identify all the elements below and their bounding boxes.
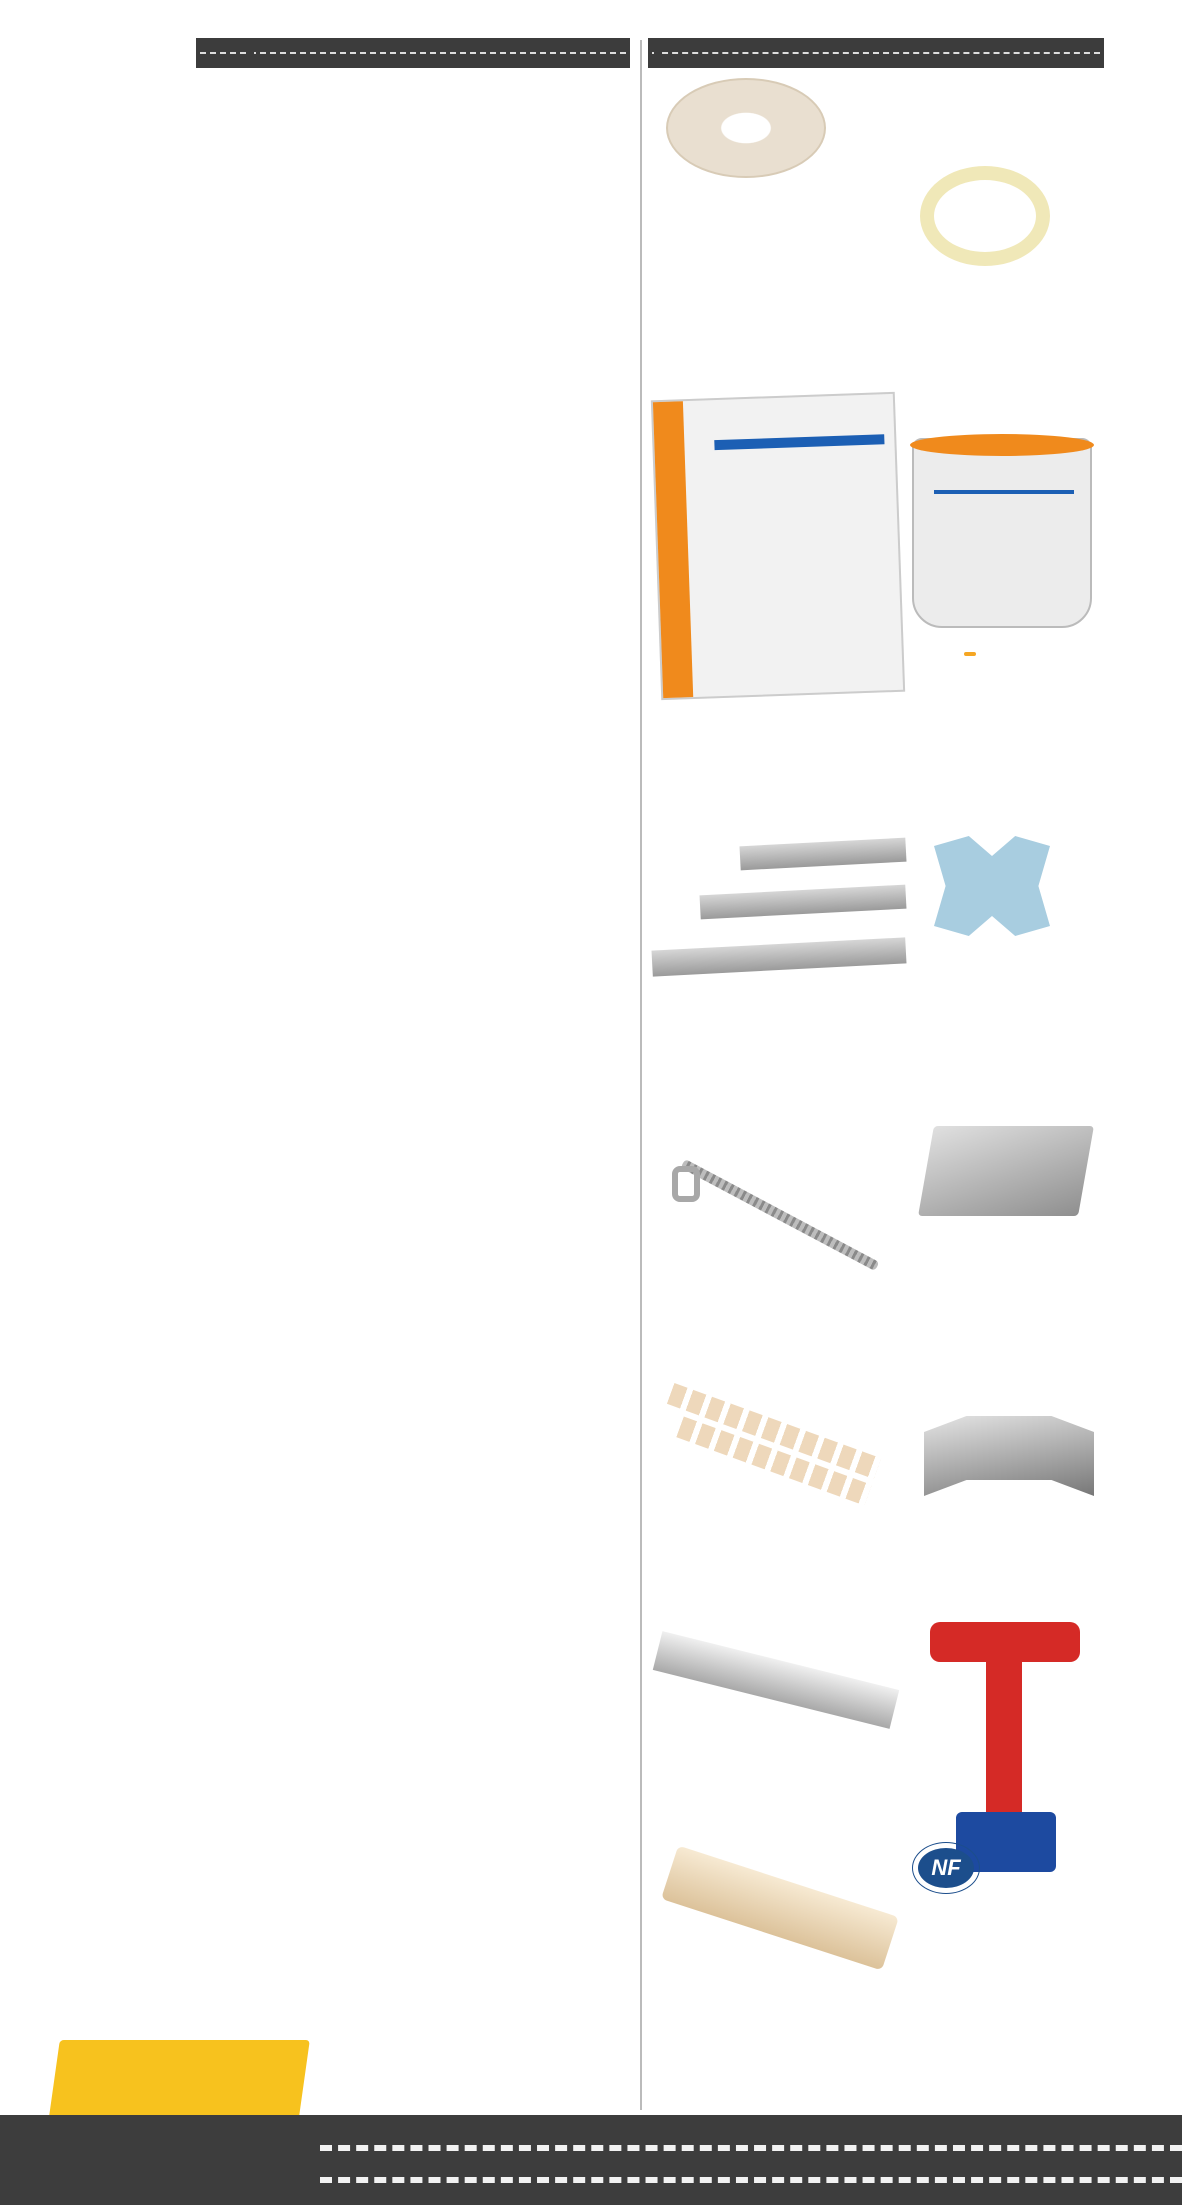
piton-image <box>681 1159 880 1271</box>
footer-dashes-top <box>320 2145 1182 2151</box>
header-dashes <box>652 52 1100 54</box>
suspente-rail-2 <box>700 885 907 920</box>
nf-certification-icon: NF <box>918 1848 974 1888</box>
footer-dashes-bottom <box>320 2177 1182 2183</box>
hourdis-image <box>934 836 1050 936</box>
ready-tag <box>964 652 976 656</box>
column-divider <box>640 40 642 2110</box>
suspente-rail-1 <box>739 838 906 871</box>
bucket-lid <box>910 434 1094 456</box>
header-dashes <box>200 52 626 54</box>
section-header-accessoires <box>648 38 1104 68</box>
enduit-bag-image <box>651 392 905 700</box>
appui-image <box>930 1622 1080 1872</box>
cavalier-image <box>924 1416 1094 1496</box>
bag-label <box>714 434 884 450</box>
footer-bar <box>0 2115 1182 2205</box>
section-title <box>246 39 254 67</box>
piton-eye <box>672 1166 700 1202</box>
bag-band <box>653 401 693 698</box>
corniere-galva-image <box>653 1631 899 1729</box>
raccord-image <box>918 1126 1094 1216</box>
tape-roll-image <box>666 78 826 178</box>
section-title <box>654 39 662 67</box>
bucket-label <box>934 490 1074 494</box>
mesh-tape-image <box>920 166 1050 266</box>
section-header-cloisons <box>196 38 630 68</box>
appui-stem <box>986 1642 1022 1832</box>
nez-image <box>661 1846 899 1971</box>
appui-top <box>930 1622 1080 1662</box>
suspente-rail-3 <box>651 937 906 976</box>
enduit-bucket-image <box>912 438 1092 628</box>
